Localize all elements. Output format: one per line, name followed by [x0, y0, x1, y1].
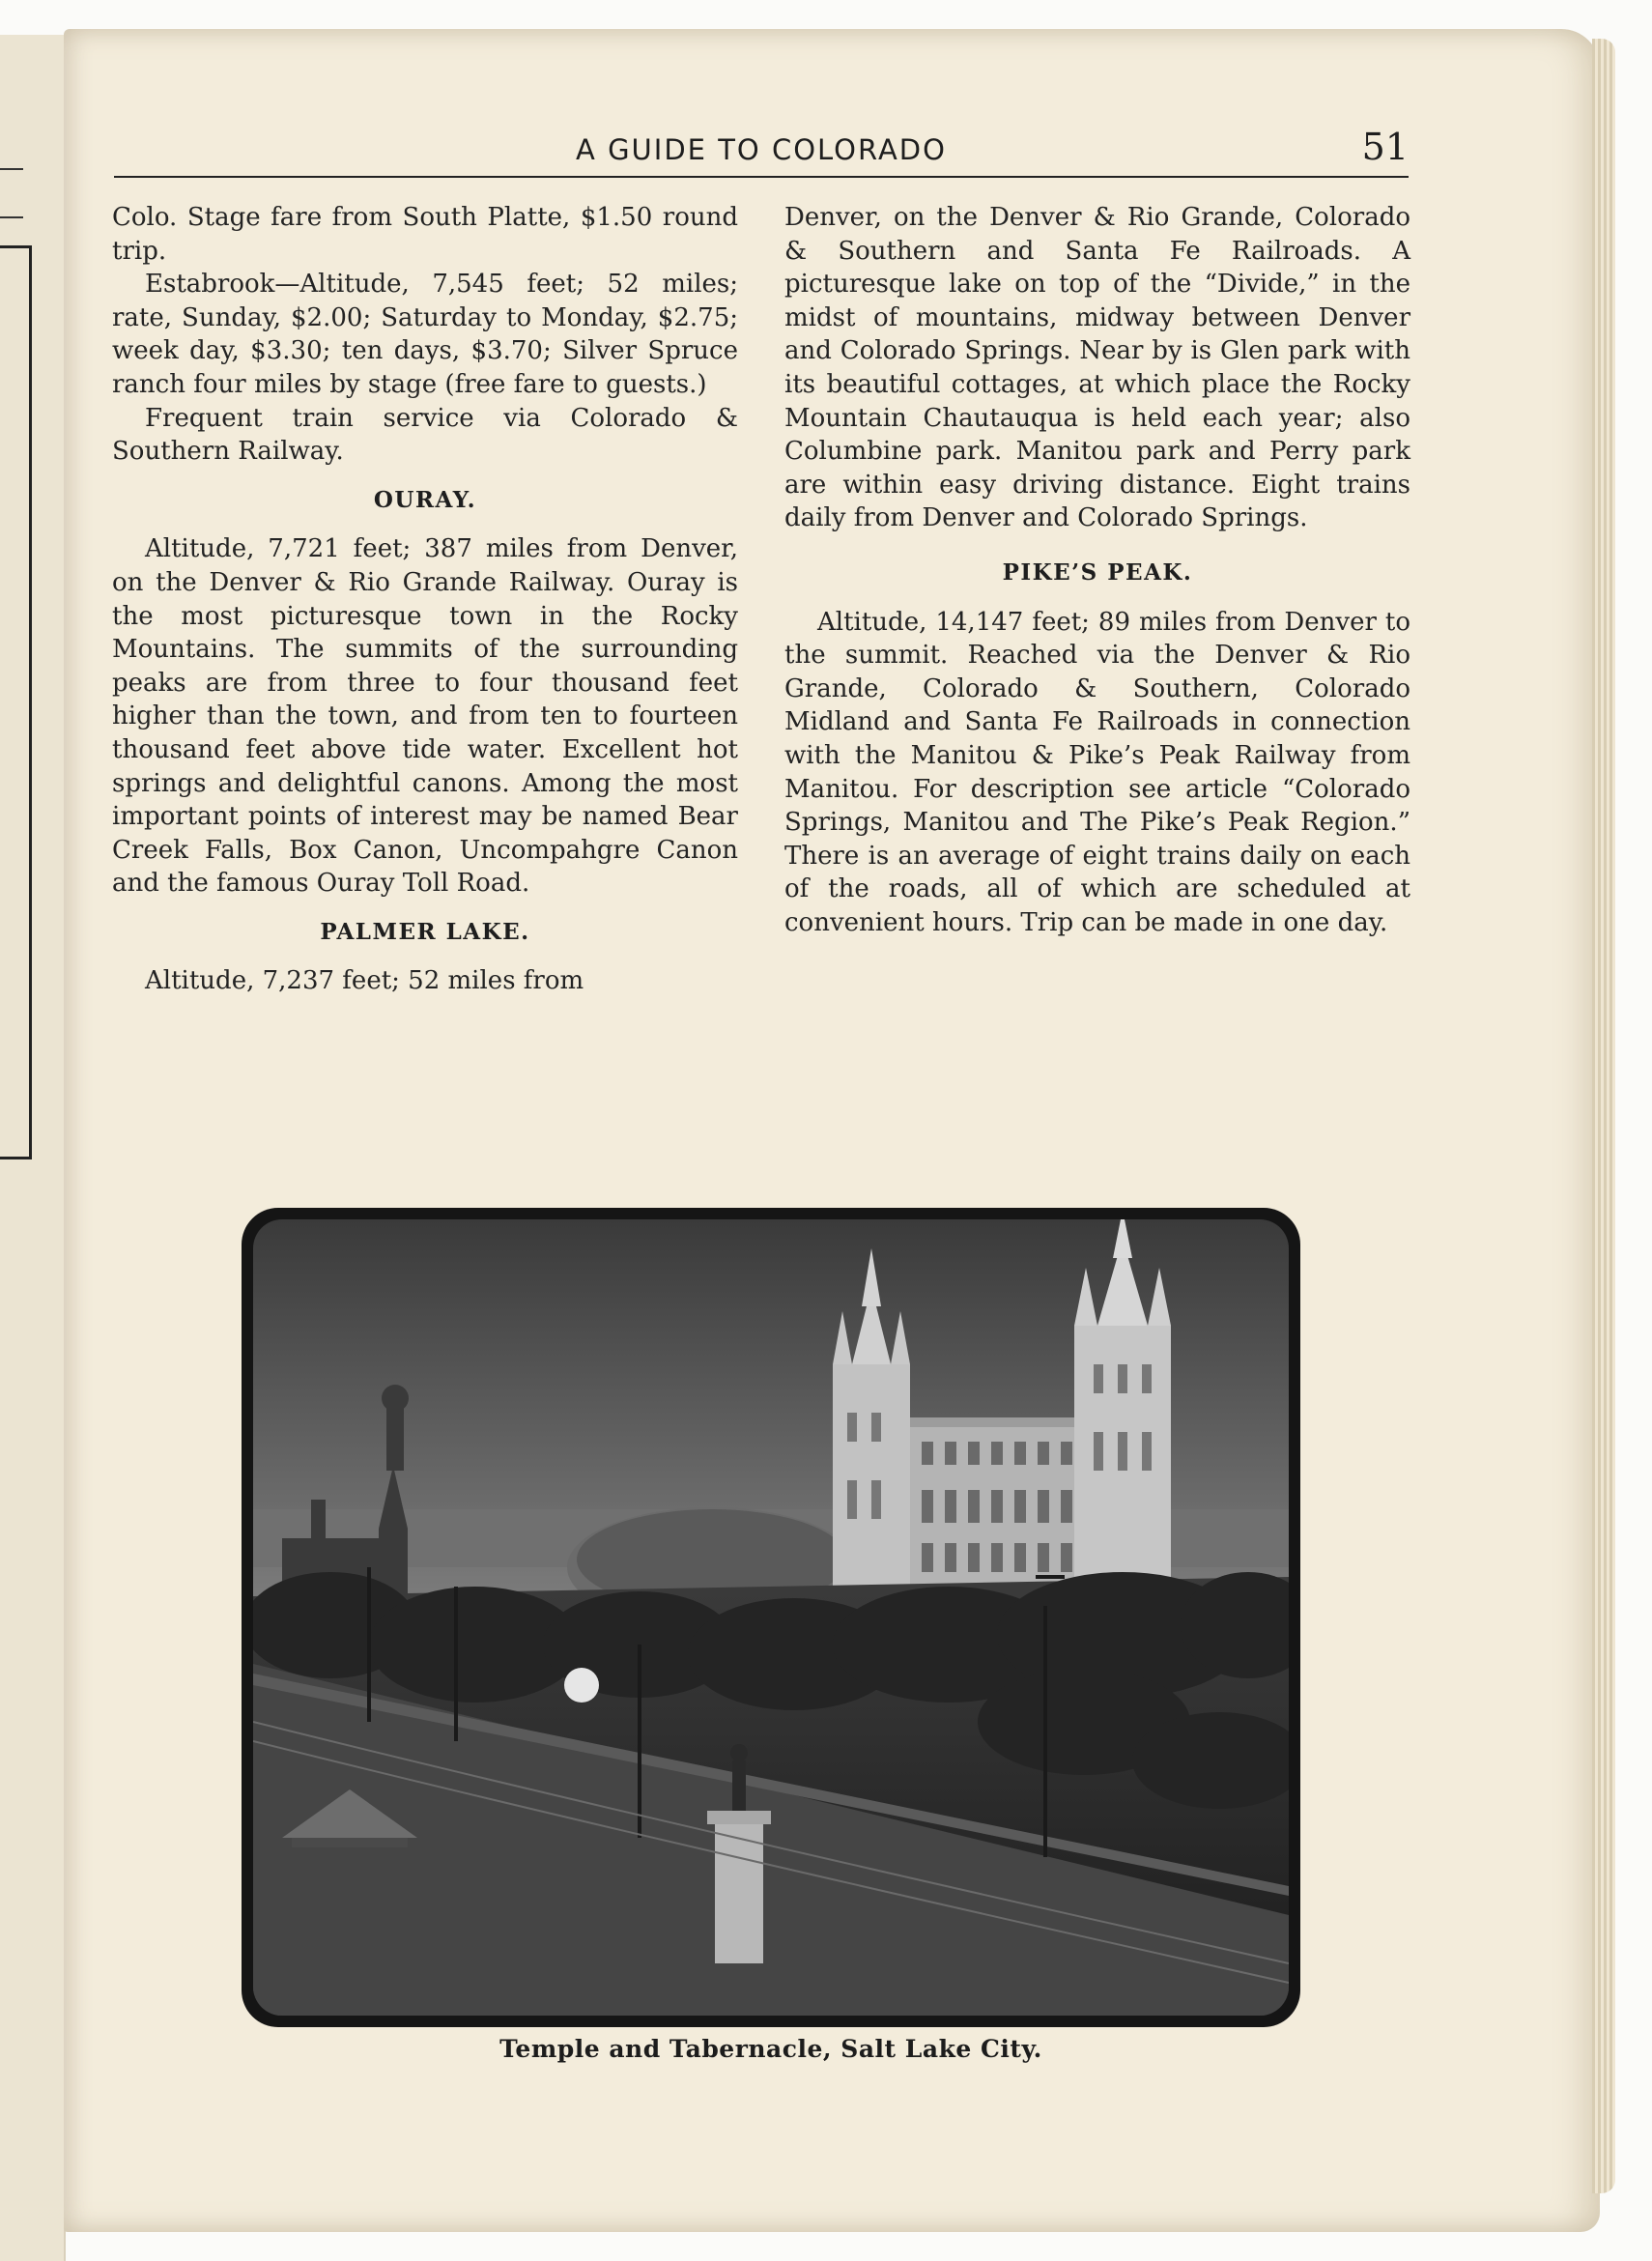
paragraph: Altitude, 14,147 feet; 89 miles from Denver to the summit. Reached via the Denver & Rio Grande, Colorado & Southern, Colorado Midland and Santa Fe Railroads in connection with the Manitou & Pike’s Peak Railway from Manitou. For description see article “Colorado Springs, Manitou and The Pike’s Peak Region.” There is an average of eight trains daily on each of the roads, all of which are scheduled at convenient hours. Trip can be made in one day. — [784, 607, 1410, 937]
right-text-column — [784, 201, 1410, 939]
paragraph: Frequent train service via Colorado & Southern Railway. — [112, 403, 738, 467]
section-heading-ouray: OURAY. — [373, 486, 477, 513]
section-heading-palmer-lake: PALMER LAKE. — [320, 918, 530, 945]
running-head — [114, 126, 1409, 178]
photo-caption: Temple and Tabernacle, Salt Lake City. — [499, 2035, 1042, 2063]
paragraph: Altitude, 7,237 feet; 52 miles from — [145, 966, 584, 996]
temple-photograph — [253, 1219, 1289, 2016]
running-head-title: A GUIDE TO COLORADO — [576, 133, 947, 166]
left-text-column — [112, 201, 738, 998]
paragraph: Estabrook—Altitude, 7,545 feet; 52 miles; rate, Sunday, $2.00; Saturday to Monday, $2.75; week day, $3.30; ten days, $3.70; Silver Spruce ranch four miles by stage (free fare to guests.) — [112, 270, 738, 399]
temple-illustration — [253, 1219, 1289, 2016]
facing-page-box — [0, 245, 32, 1159]
paragraph: Colo. Stage fare from South Platte, $1.50 round trip. — [112, 203, 738, 266]
photo-frame — [242, 1208, 1300, 2027]
facing-page-rule — [0, 168, 23, 170]
paragraph: Altitude, 7,721 feet; 387 miles from Denver, on the Denver & Rio Grande Railway. Ouray is the most picturesque town in the Rocky Mountains. The summits of the surrounding peaks are from three to four thousand feet higher than the town, and from ten to fourteen thousand feet above tide water. Excellent hot springs and delightful canons. Among the most important points of interest may be named Bear Creek Falls, Box Canon, Uncompahgre Canon and the famous Ouray Toll Road. — [112, 534, 738, 899]
page-number: 51 — [1361, 126, 1409, 168]
facing-page-edge — [0, 35, 66, 2261]
paragraph: Denver, on the Denver & Rio Grande, Colorado & Southern and Santa Fe Railroads. A picturesque lake on top of the “Divide,” in the midst of mountains, midway between Denver and Colorado Springs. Near by is Glen park with its beautiful cottages, at which place the Rocky Mountain Chautauqua is held each year; also Columbine park. Manitou park and Perry park are within easy driving distance. Eight trains daily from Denver and Colorado Springs. — [784, 203, 1410, 533]
page-stack-edge — [1592, 39, 1615, 2193]
facing-page-rule — [0, 216, 23, 218]
section-heading-pikes-peak: PIKE’S PEAK. — [1002, 558, 1193, 586]
